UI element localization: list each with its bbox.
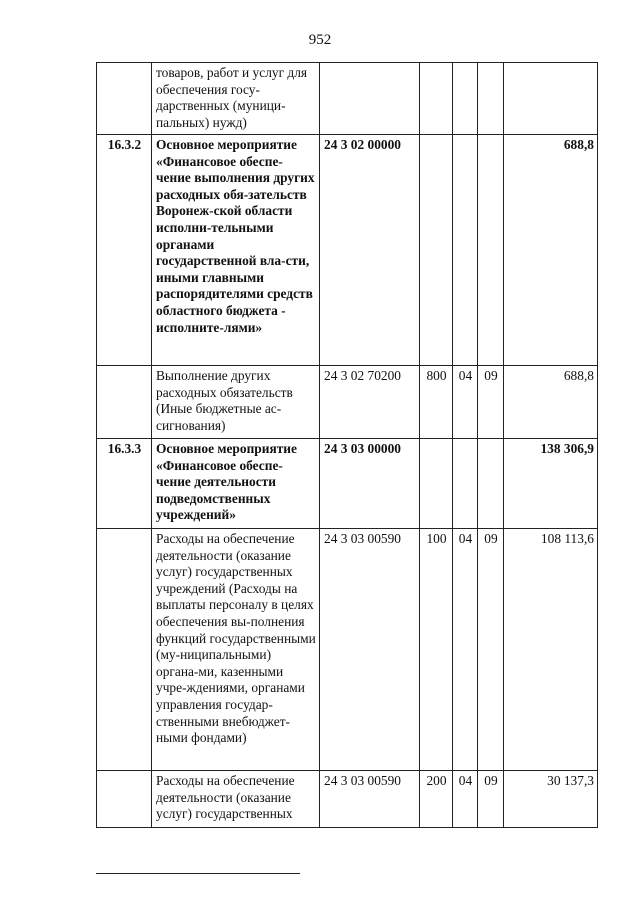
row-code: 24 3 03 00000: [320, 439, 420, 529]
row-name: Выполнение других расходных обязательств (Иные бюджетные ас-сигнования): [152, 366, 320, 439]
row-code: 24 3 02 70200: [320, 366, 420, 439]
row-subsection: [478, 135, 504, 366]
row-sum: 688,8: [504, 135, 598, 366]
row-code: 24 3 03 00590: [320, 771, 420, 828]
row-expense-type: [420, 135, 453, 366]
row-section: [453, 439, 478, 529]
row-name: товаров, работ и услуг для обеспечения госу-дарственных (муници-пальных) нужд): [152, 63, 320, 135]
table-row: [97, 439, 598, 529]
row-code: [320, 63, 420, 135]
row-expense-type: 100: [420, 529, 453, 771]
row-name: Основное мероприятие «Финансовое обеспе-чение выполнения других расходных обя-зательств Воронеж-ской области исполни-тельными органами государственной вла-сти, иными главными распорядителями средств областного бюджета - исполните-лями»: [152, 135, 320, 366]
row-name: Расходы на обеспечение деятельности (оказание услуг) государственных учреждений (Расходы на выплаты персоналу в целях обеспечения вы-полнения функций государственными (му-ниципальными) органа-ми, казенными учре-ждениями, органами управления государ-ственными внебюджет-ными фондами): [152, 529, 320, 771]
row-section: 04: [453, 771, 478, 828]
page-number: 952: [308, 32, 332, 48]
row-code: 24 3 03 00590: [320, 529, 420, 771]
table-row: [97, 771, 598, 828]
row-expense-type: 200: [420, 771, 453, 828]
row-number: 16.3.3: [97, 439, 152, 529]
row-code: 24 3 02 00000: [320, 135, 420, 366]
row-subsection: 09: [478, 771, 504, 828]
budget-table: [96, 62, 598, 828]
row-name: Расходы на обеспечение деятельности (оказание услуг) государственных: [152, 771, 320, 828]
row-sum: [504, 63, 598, 135]
row-sum: 30 137,3: [504, 771, 598, 828]
row-number: [97, 529, 152, 771]
row-section: 04: [453, 366, 478, 439]
row-sum: 108 113,6: [504, 529, 598, 771]
table-row: [97, 366, 598, 439]
row-number: [97, 366, 152, 439]
row-expense-type: [420, 63, 453, 135]
row-section: [453, 63, 478, 135]
row-subsection: [478, 63, 504, 135]
row-expense-type: 800: [420, 366, 453, 439]
row-section: [453, 135, 478, 366]
footnote-separator: [96, 873, 300, 874]
row-number: [97, 63, 152, 135]
row-section: 04: [453, 529, 478, 771]
row-subsection: [478, 439, 504, 529]
row-subsection: 09: [478, 529, 504, 771]
row-name: Основное мероприятие «Финансовое обеспе-чение деятельности подведомственных учреждений»: [152, 439, 320, 529]
table-row: [97, 135, 598, 366]
row-number: [97, 771, 152, 828]
row-sum: 688,8: [504, 366, 598, 439]
table-row: [97, 529, 598, 771]
row-subsection: 09: [478, 366, 504, 439]
row-sum: 138 306,9: [504, 439, 598, 529]
table-row: [97, 63, 598, 135]
row-expense-type: [420, 439, 453, 529]
row-number: 16.3.2: [97, 135, 152, 366]
